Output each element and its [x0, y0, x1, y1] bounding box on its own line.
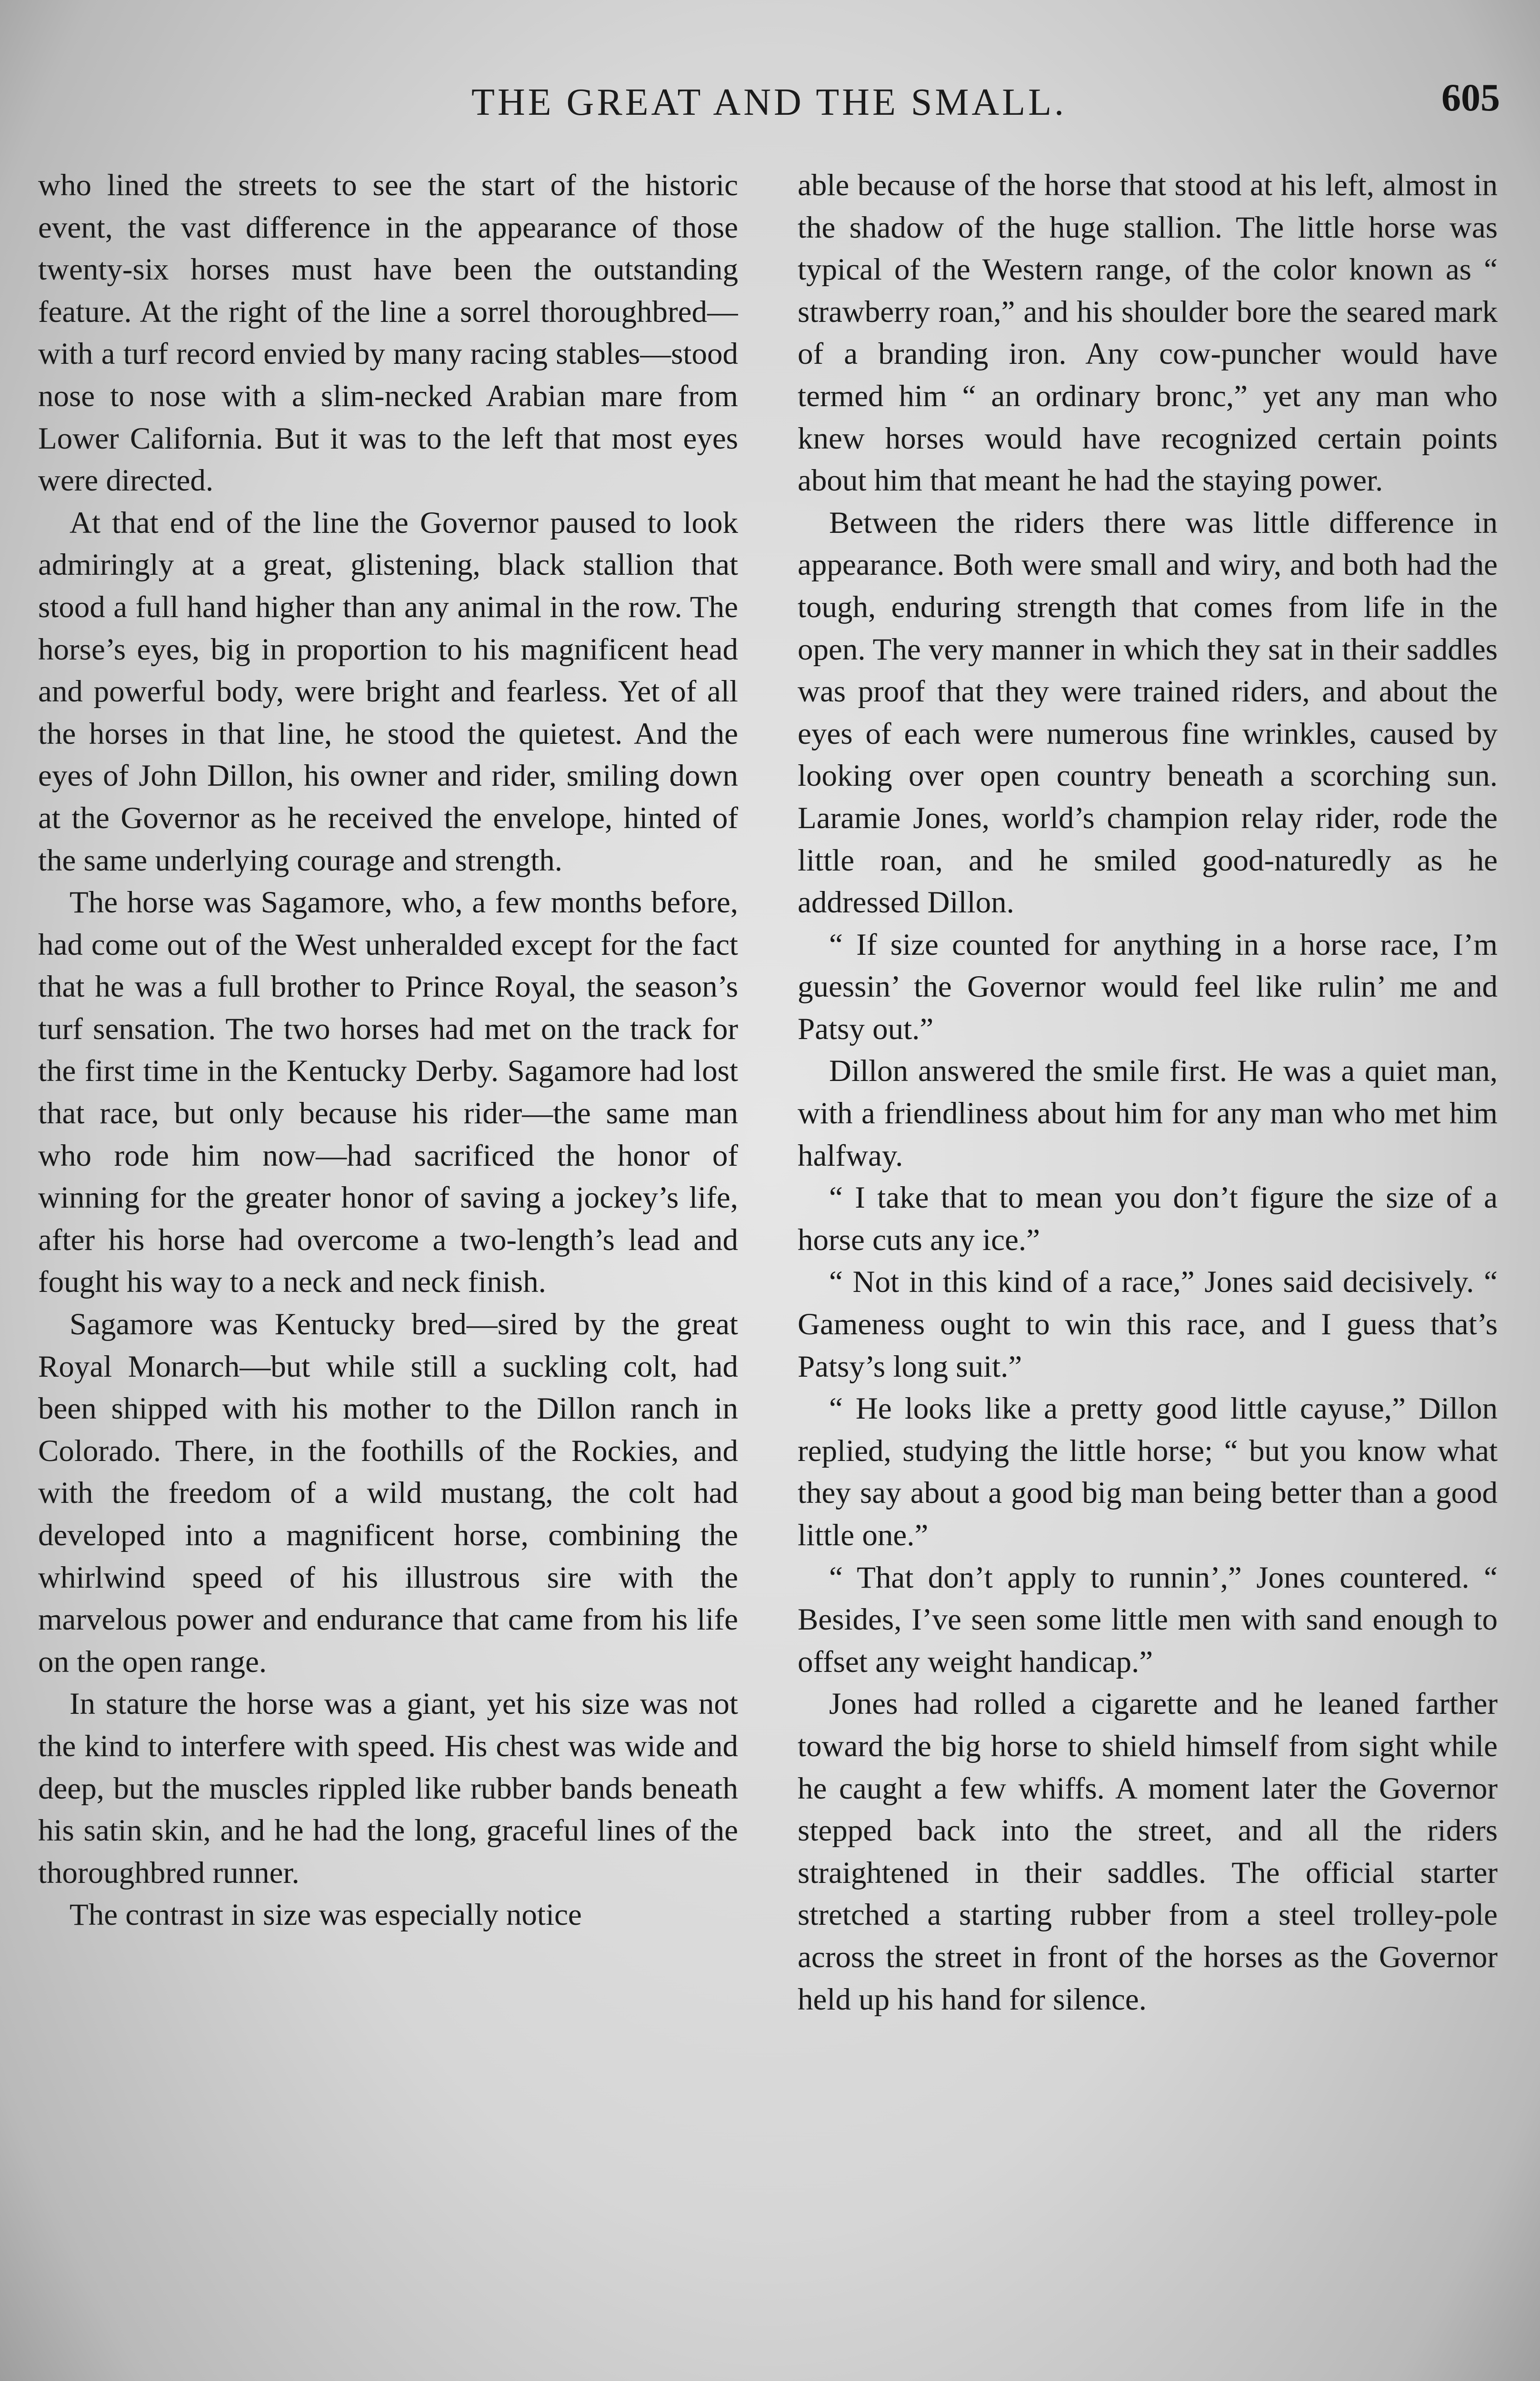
paragraph: “ I take that to mean you don’t figure the size of a horse cuts any ice.” — [798, 1180, 1498, 1257]
paragraph: “ If size counted for anything in a horse race, I’m guessin’ the Governor would feel like rulin’ me and Patsy out.” — [798, 927, 1498, 1046]
paragraph: “ He looks like a pretty good little cayuse,” Dillon replied, studying the little horse; “ but you know what they say about a good big man being better than a good little one.” — [798, 1391, 1498, 1552]
paragraph: The horse was Sagamore, who, a few months before, had come out of the West unheralded except for the fact that he was a full brother to Prince Royal, the season’s turf sensation. The two horses had met on the track for the first time in the Kentucky Derby. Sagamore had lost that race, but only because his rider—the same man who rode him now—had sacrificed the honor of winning for the greater honor of saving a jockey’s life, after his horse had overcome a two-length’s lead and fought his way to a neck and neck finish. — [38, 885, 738, 1300]
left-column — [38, 164, 738, 2381]
paragraph: “ Not in this kind of a race,” Jones said decisively. “ Gameness ought to win this race, and I guess that’s Patsy’s long suit.” — [798, 1265, 1498, 1384]
page-number: 605 — [1441, 76, 1500, 119]
paragraph: Jones had rolled a cigarette and he leaned farther toward the big horse to shield himself from sight while he caught a few whiffs. A moment later the Governor stepped back into the street, and all the riders straightened in their saddles. The official starter stretched a starting rubber from a steel trolley-pole across the street in front of the horses as the Governor held up his hand for silence. — [798, 1687, 1498, 2017]
paragraph: able because of the horse that stood at his left, almost in the shadow of the huge stallion. The little horse was typical of the Western range, of the color known as “ strawberry roan,” and his shoulder bore the seared mark of a branding iron. Any cow-puncher would have termed him “ an ordinary bronc,” yet any man who knew horses would have recognized certain points about him that meant he had the staying power. — [798, 168, 1498, 498]
page-header — [38, 76, 1500, 138]
running-title: THE GREAT AND THE SMALL. — [471, 81, 1067, 123]
paragraph: Sagamore was Kentucky bred—sired by the great Royal Monarch—but while still a suckling colt, had been shipped with his mother to the Dillon ranch in Colorado. There, in the foothills of the Rockies, and with the freedom of a wild mustang, the colt had developed into a magnificent horse, combining the whirlwind speed of his illustrous sire with the marvelous power and endurance that came from his life on the open range. — [38, 1307, 738, 1679]
right-column — [798, 164, 1498, 2381]
paragraph: Between the riders there was little difference in appearance. Both were small and wiry, and both had the tough, enduring strength that comes from life in the open. The very manner in which they sat in their saddles was proof that they were trained riders, and about the eyes of each were numerous fine wrinkles, caused by looking over open country beneath a scorching sun. Laramie Jones, world’s champion relay rider, rode the little roan, and he smiled good-naturedly as he addressed Dillon. — [798, 505, 1498, 920]
paragraph: The contrast in size was especially notice — [70, 1898, 582, 1932]
paragraph: At that end of the line the Governor paused to look admiringly at a great, glistening, black stallion that stood a full hand higher than any animal in the row. The horse’s eyes, big in proportion to his magnificent head and powerful body, were bright and fearless. Yet of all the horses in that line, he stood the quietest. And the eyes of John Dillon, his owner and rider, smiling down at the Governor as he received the envelope, hinted of the same underlying courage and strength. — [38, 505, 738, 878]
paragraph: “ That don’t apply to runnin’,” Jones countered. “ Besides, I’ve seen some little men with sand enough to offset any weight handicap.” — [798, 1560, 1498, 1679]
paragraph: who lined the streets to see the start of the historic event, the vast difference in the appearance of those twenty-six horses must have been the outstanding feature. At the right of the line a sorrel thoroughbred—with a turf record envied by many racing stables—stood nose to nose with a slim-necked Arabian mare from Lower California. But it was to the left that most eyes were directed. — [38, 168, 738, 498]
text-columns — [38, 164, 1498, 2381]
paragraph: Dillon answered the smile first. He was a quiet man, with a friendliness about him for any man who met him halfway. — [798, 1054, 1498, 1173]
paragraph: In stature the horse was a giant, yet his size was not the kind to interfere with speed. His chest was wide and deep, but the muscles rippled like rubber bands beneath his satin skin, and he had the long, graceful lines of the thoroughbred runner. — [38, 1687, 738, 1890]
